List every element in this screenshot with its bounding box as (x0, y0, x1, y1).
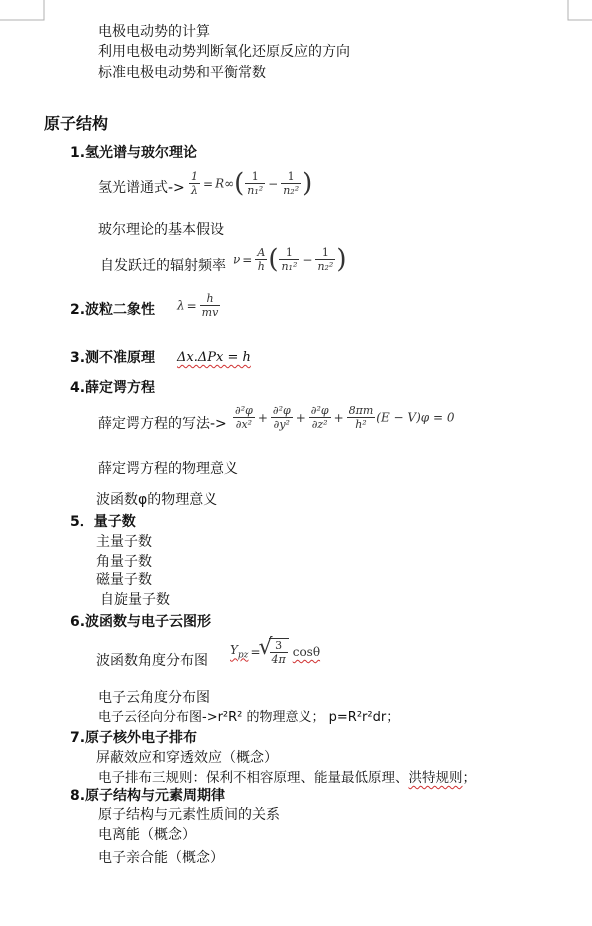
text-line: 利用电极电动势判断氧化还原反应的方向 (98, 44, 350, 60)
text-line: 氢光谱通式-> (98, 180, 185, 196)
text-line: 薛定谔方程的写法-> (98, 416, 227, 432)
text-line: 电子云角度分布图 (98, 690, 210, 706)
text-line: 电极电动势的计算 (98, 24, 210, 40)
rydberg-formula: $\frac{1}{\lambda}$ = R∞( $\frac{1}{\text{n₁²}}$ − $\frac{1}{\text{n₂²}}$ ) (191, 168, 313, 199)
text-line: 主量子数 (96, 534, 152, 550)
frequency-formula: ν = $\frac{A}{h}$ ( $\frac{1}{\text{n₁²}}$ − $\frac{1}{\text{n₂²}}$ ) (233, 244, 347, 275)
text-line: 电子亲合能（概念） (98, 850, 224, 866)
section-heading: 2.波粒二象性 (70, 302, 156, 318)
text-line: 磁量子数 (96, 572, 152, 588)
rule-punct: ； (462, 770, 476, 786)
section-heading: 6.波函数与电子云图形 (70, 614, 212, 630)
text-line: 波函数角度分布图 (96, 653, 208, 669)
text-line: 电离能（概念） (98, 827, 196, 843)
text-line: 标准电极电动势和平衡常数 (98, 65, 266, 81)
text-line: 玻尔理论的基本假设 (98, 222, 224, 238)
section-heading: 1.氢光谱与玻尔理论 (70, 145, 198, 161)
chapter-heading: 原子结构 (44, 114, 109, 133)
section-heading: 8.原子结构与元素周期律 (70, 788, 226, 804)
uncertainty-formula: Δx.ΔPx = h (177, 350, 251, 365)
section-heading: 3.测不准原理 (70, 350, 156, 366)
text-line: 角量子数 (96, 554, 152, 570)
page-corner-mark-right (560, 0, 592, 24)
text-line: 屏蔽效应和穿透效应（概念） (96, 750, 278, 766)
text-line: 电子云径向分布图->r²R² 的物理意义； p=R²r²dr； (98, 710, 400, 725)
schrodinger-formula: $\frac{\text{∂²φ}}{\text{∂x²}}$ + $\frac{\text{∂²φ}}{\text{∂y²}}$ + $\frac{\text{∂²φ}}{\text{∂z²}}$ + $\frac{8\pi m}{\text{h²}}$ (E − V)φ = 0 (235, 404, 455, 431)
hund-rule-text: 洪特规则 (408, 770, 463, 786)
text-line: 薛定谔方程的物理意义 (98, 461, 238, 477)
section-heading: 5．量子数 (70, 514, 136, 530)
text-line: 自旋量子数 (100, 592, 170, 608)
de-broglie-formula: λ = $\frac{h}{mv}$ (177, 292, 219, 319)
rule-text: 电子排布三规则：保利不相容原理、能量最低原理、 (98, 770, 409, 786)
section-heading: 7.原子核外电子排布 (70, 730, 198, 746)
page-corner-mark-left (0, 0, 50, 24)
text-line: 自发跃迁的辐射频率 (100, 258, 226, 274)
angular-formula: $Y_{pz}$ = √ $\frac{3}{4\pi}$ cosθ (230, 638, 320, 666)
text-line: 原子结构与元素性质间的关系 (98, 807, 280, 823)
text-line (98, 769, 476, 787)
text-line: 波函数φ的物理意义 (96, 492, 218, 508)
section-heading: 4.薛定谔方程 (70, 380, 156, 396)
